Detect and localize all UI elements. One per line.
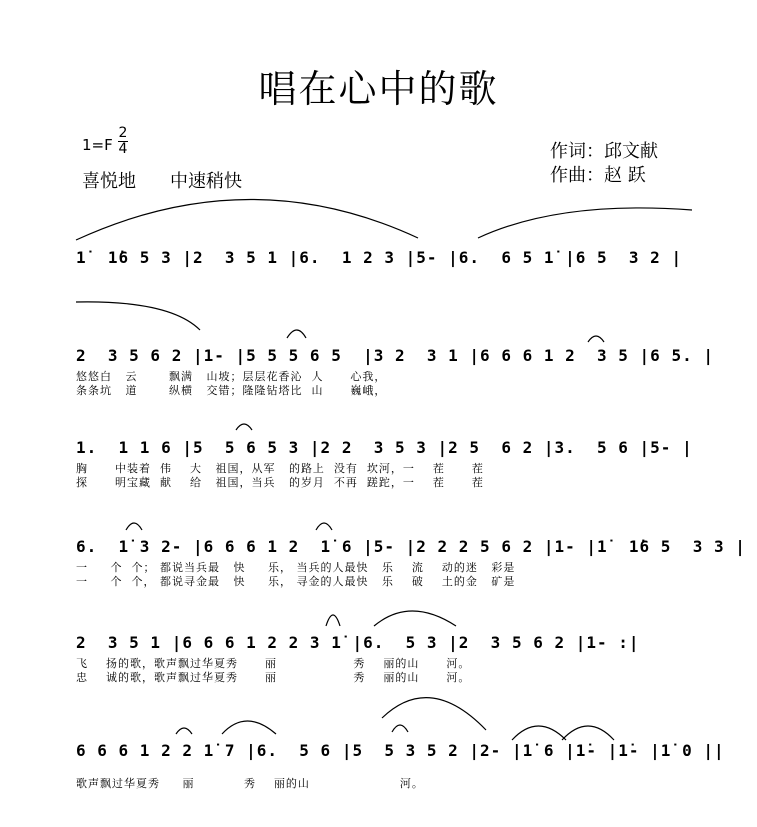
lyrics-row-3-verse-1: 胸 中装着 伟 大 祖国，从军 的路上 没有 坎河，一 茬 茬 xyxy=(76,462,484,475)
lyrics-row-6-verse-1: 歌声飘过华夏秀 丽 秀 丽的山 河。 xyxy=(76,777,424,790)
notes-row-5: 2 3 5 1 |6 6 6 1 2 2 3 1̇ |6. 5 3 |2 3 5 6 2 |1- :| xyxy=(76,633,640,652)
key-signature: 1=F xyxy=(82,136,113,154)
lyrics-row-2-verse-1: 悠悠白 云 飘满 山坡；层层花香沁 人 心我， xyxy=(76,370,387,383)
slur-row6-b xyxy=(222,721,276,734)
lyrics-row-4-verse-1: 一 个 个； 都说当兵最 快 乐， 当兵的人最快 乐 流 动的迷 彩是 xyxy=(76,561,516,574)
notes-row-2: 2 3 5 6 2 |1- |5 5 5 6 5 |3 2 3 1 |6 6 6 1 2 3 5 |6 5. | xyxy=(76,346,714,365)
notes-row-4: 6. 1̇ 3 2- |6 6 6 1 2 1̇ 6 |5- |2 2 2 5 6 2 |1- |1̇ 1̇6 5 3 3 | xyxy=(76,537,746,556)
composer: 作曲：赵 跃 xyxy=(550,165,646,186)
slur-row6-d xyxy=(512,726,566,740)
slur-row5-b xyxy=(374,611,456,626)
slur-row2-a xyxy=(76,302,200,330)
slur-row4-b xyxy=(316,523,332,530)
slur-row3-a xyxy=(236,424,252,430)
slur-row1-a xyxy=(76,199,418,240)
lyricist: 作词：邱文献 xyxy=(550,141,658,162)
time-signature-top: 2 xyxy=(118,125,128,141)
notes-row-6: 6 6 6 1 2 2 1̇ 7 |6. 5 6 |5 5 3 5 2 |2- |1̇ 6 |1̇- |1̇- |1̇ 0 || xyxy=(76,741,725,760)
lyrics-row-5-verse-1: 飞 扬的歌，歌声飘过华夏秀 丽 秀 丽的山 河。 xyxy=(76,657,471,670)
lyrics-row-4-verse-2: 一 个 个， 都说寻金最 快 乐， 寻金的人最快 乐 破 土的金 矿是 xyxy=(76,575,516,588)
slur-row1-b xyxy=(478,208,692,238)
slur-row4-a xyxy=(126,523,142,530)
notes-row-3: 1. 1 1 6 |5 5 6 5 3 |2 2 3 5 3 |2 5 6 2 |3. 5 6 |5- | xyxy=(76,438,693,457)
slur-row2-c xyxy=(588,336,604,342)
lyrics-row-3-verse-2: 探 明宝藏 献 给 祖国，当兵 的岁月 不再 蹉跎，一 茬 茬 xyxy=(76,476,484,489)
time-signature-bottom: 4 xyxy=(118,141,128,157)
slur-row5-a xyxy=(326,615,340,626)
slur-row6-a xyxy=(176,728,192,734)
slur-row2-b xyxy=(287,330,306,338)
song-title: 唱在心中的歌 xyxy=(258,67,499,111)
slur-row6-e xyxy=(562,726,614,740)
tempo-speed: 中速稍快 xyxy=(170,171,242,192)
lyrics-row-2-verse-2: 条条坑 道 纵横 交错；隆隆钻塔比 山 巍峨， xyxy=(76,384,387,397)
lyrics-row-5-verse-2: 忠 诚的歌，歌声飘过华夏秀 丽 秀 丽的山 河。 xyxy=(76,671,471,684)
notes-row-1: 1̇ 1̇6 5 3 |2 3 5 1 |6. 1 2 3 |5- |6. 6 5 1̇ |6 5 3 2 | xyxy=(76,248,683,267)
tempo-mood: 喜悦地 xyxy=(82,171,136,192)
fermata-row6 xyxy=(392,725,408,732)
